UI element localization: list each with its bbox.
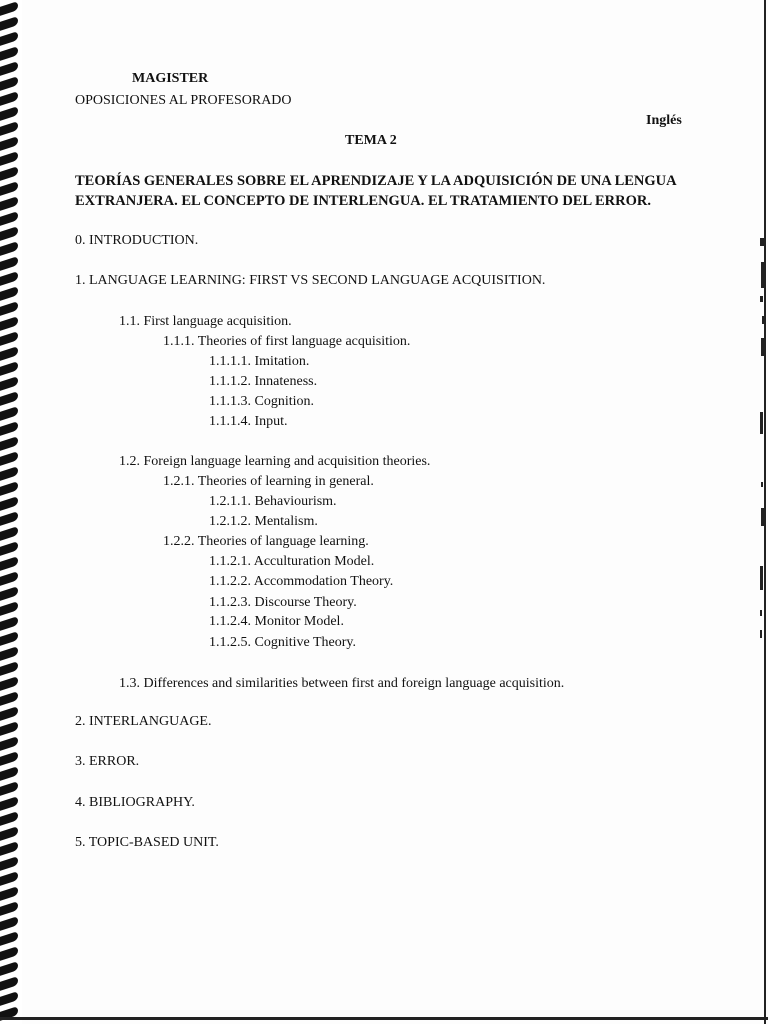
- outline-item-5: 5. TOPIC-BASED UNIT.: [75, 835, 219, 850]
- binding-coil: [0, 226, 18, 241]
- binding-coil: [0, 496, 18, 511]
- binding-coil: [0, 781, 18, 796]
- binding-coil: [0, 121, 18, 136]
- binding-coil: [0, 736, 18, 751]
- page-edge-right: [764, 0, 766, 1024]
- binding-coil: [0, 466, 18, 481]
- binding-coil: [0, 676, 18, 691]
- binding-coil: [0, 166, 18, 181]
- outline-item-1-1-2-4: 1.1.2.4. Monitor Model.: [209, 614, 344, 629]
- outline-item-1-2-2: 1.2.2. Theories of language learning.: [163, 534, 369, 549]
- outline-item-1-1-2-1: 1.1.2.1. Acculturation Model.: [209, 554, 375, 569]
- binding-coil: [0, 181, 18, 196]
- binding-coil: [0, 601, 18, 616]
- outline-item-2: 2. INTERLANGUAGE.: [75, 714, 212, 729]
- spiral-binding: [0, 0, 22, 1024]
- outline-item-1: 1. LANGUAGE LEARNING: FIRST VS SECOND LANGUAGE ACQUISITION.: [75, 273, 546, 288]
- title-line-2: EXTRANJERA. EL CONCEPTO DE INTERLENGUA. EL TRATAMIENTO DEL ERROR.: [75, 193, 651, 209]
- binding-coil: [0, 976, 18, 991]
- binding-coil: [0, 541, 18, 556]
- outline-item-1-1-2-3: 1.1.2.3. Discourse Theory.: [209, 595, 357, 610]
- outline-item-1-2-1-1: 1.2.1.1. Behaviourism.: [209, 494, 337, 509]
- binding-coil: [0, 556, 18, 571]
- outline-item-1-1: 1.1. First language acquisition.: [119, 314, 292, 329]
- binding-coil: [0, 706, 18, 721]
- org-name: MAGISTER: [132, 71, 209, 86]
- binding-coil: [0, 856, 18, 871]
- binding-coil: [0, 1, 18, 16]
- outline-item-3: 3. ERROR.: [75, 754, 140, 769]
- binding-coil: [0, 631, 18, 646]
- binding-coil: [0, 256, 18, 271]
- binding-coil: [0, 886, 18, 901]
- binding-coil: [0, 481, 18, 496]
- binding-coil: [0, 826, 18, 841]
- binding-coil: [0, 406, 18, 421]
- binding-coil: [0, 751, 18, 766]
- outline-item-1-1-1-4: 1.1.1.4. Input.: [209, 414, 288, 429]
- binding-coil: [0, 196, 18, 211]
- binding-coil: [0, 61, 18, 76]
- binding-coil: [0, 571, 18, 586]
- binding-coil: [0, 451, 18, 466]
- binding-coil: [0, 91, 18, 106]
- binding-coil: [0, 511, 18, 526]
- binding-coil: [0, 526, 18, 541]
- binding-coil: [0, 766, 18, 781]
- binding-coil: [0, 616, 18, 631]
- doc-subtitle: OPOSICIONES AL PROFESORADO: [75, 93, 292, 108]
- outline-item-1-1-1: 1.1.1. Theories of first language acquisition.: [163, 334, 411, 349]
- outline-item-1-1-1-2: 1.1.1.2. Innateness.: [209, 374, 318, 389]
- outline-item-1-1-1-3: 1.1.1.3. Cognition.: [209, 394, 315, 409]
- binding-coil: [0, 346, 18, 361]
- binding-coil: [0, 211, 18, 226]
- binding-coil: [0, 301, 18, 316]
- binding-coil: [0, 811, 18, 826]
- outline-item-1-1-2-5: 1.1.2.5. Cognitive Theory.: [209, 635, 356, 650]
- outline-item-1-2: 1.2. Foreign language learning and acquisition theories.: [119, 454, 431, 469]
- outline-item-1-1-2-2: 1.1.2.2. Accommodation Theory.: [209, 574, 394, 589]
- outline-item-4: 4. BIBLIOGRAPHY.: [75, 795, 195, 810]
- binding-coil: [0, 286, 18, 301]
- binding-coil: [0, 391, 18, 406]
- binding-coil: [0, 661, 18, 676]
- page-edge-bottom: [0, 1017, 768, 1020]
- binding-coil: [0, 421, 18, 436]
- binding-coil: [0, 241, 18, 256]
- binding-coil: [0, 646, 18, 661]
- binding-coil: [0, 106, 18, 121]
- tema-label: TEMA 2: [345, 133, 397, 148]
- binding-coil: [0, 871, 18, 886]
- binding-coil: [0, 331, 18, 346]
- outline-item-1-2-1: 1.2.1. Theories of learning in general.: [163, 474, 374, 489]
- binding-coil: [0, 931, 18, 946]
- binding-coil: [0, 361, 18, 376]
- binding-coil: [0, 796, 18, 811]
- binding-coil: [0, 691, 18, 706]
- binding-coil: [0, 76, 18, 91]
- binding-coil: [0, 901, 18, 916]
- binding-coil: [0, 376, 18, 391]
- subject-label: Inglés: [646, 113, 682, 128]
- binding-coil: [0, 586, 18, 601]
- outline-item-1-3: 1.3. Differences and similarities between first and foreign language acquisition.: [119, 676, 565, 691]
- outline-item-1-1-1-1: 1.1.1.1. Imitation.: [209, 354, 310, 369]
- binding-coil: [0, 916, 18, 931]
- binding-coil: [0, 841, 18, 856]
- binding-coil: [0, 946, 18, 961]
- binding-coil: [0, 271, 18, 286]
- binding-coil: [0, 16, 18, 31]
- binding-coil: [0, 991, 18, 1006]
- binding-coil: [0, 136, 18, 151]
- binding-coil: [0, 31, 18, 46]
- binding-coil: [0, 961, 18, 976]
- binding-coil: [0, 151, 18, 166]
- binding-coil: [0, 721, 18, 736]
- outline-item-1-2-1-2: 1.2.1.2. Mentalism.: [209, 514, 318, 529]
- title-line-1: TEORÍAS GENERALES SOBRE EL APRENDIZAJE Y LA ADQUISICIÓN DE UNA LENGUA: [75, 173, 677, 189]
- outline-item-0: 0. INTRODUCTION.: [75, 233, 199, 248]
- binding-coil: [0, 46, 18, 61]
- binding-coil: [0, 316, 18, 331]
- binding-coil: [0, 436, 18, 451]
